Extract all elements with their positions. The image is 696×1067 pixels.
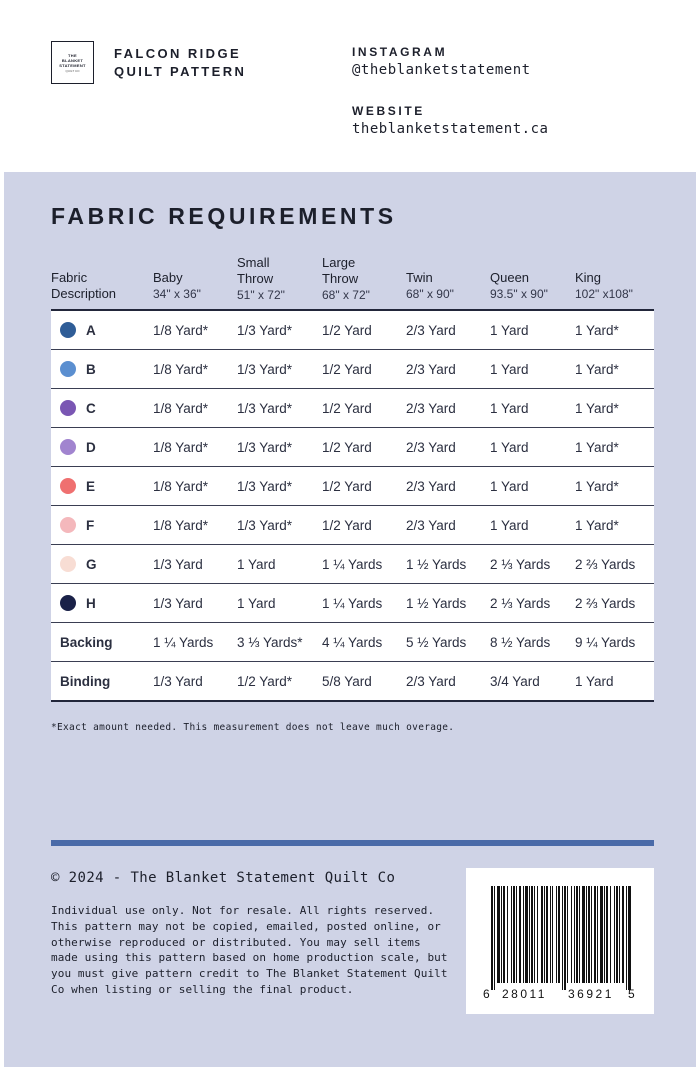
- yardage-cell: 1/3 Yard*: [237, 350, 322, 389]
- yardage-cell: 1/2 Yard: [322, 506, 406, 545]
- table-row: [51, 389, 654, 428]
- barcode-bar: [574, 886, 575, 983]
- barcode-bar: [594, 886, 596, 983]
- fabric-label: G: [86, 556, 97, 572]
- yardage-cell: 1 Yard: [490, 310, 575, 350]
- fabric-label: Backing: [60, 634, 113, 650]
- copyright: © 2024 - The Blanket Statement Quilt Co: [51, 870, 396, 886]
- yardage-cell: 1/8 Yard*: [153, 506, 237, 545]
- yardage-cell: 1 ½ Yards: [406, 584, 490, 623]
- barcode-bar: [619, 886, 620, 983]
- barcode-bar: [558, 886, 560, 983]
- table-row: [51, 662, 654, 702]
- yardage-cell: 1/3 Yard*: [237, 467, 322, 506]
- barcode-bar: [552, 886, 553, 983]
- barcode-bar: [541, 886, 543, 983]
- logo-text-line3: STATEMENT: [59, 62, 86, 68]
- yardage-cell: 2 ⅓ Yards: [490, 584, 575, 623]
- yardage-cell: 3/4 Yard: [490, 673, 540, 689]
- barcode-bar: [606, 886, 608, 983]
- barcode-bar: [567, 886, 568, 983]
- table-row: [51, 623, 654, 662]
- yardage-cell: 1/2 Yard: [322, 350, 406, 389]
- brand-logo: [51, 41, 94, 84]
- barcode-bar: [513, 886, 515, 983]
- yardage-cell: 1/3 Yard*: [237, 428, 322, 467]
- yardage-cell: 4 ¼ Yards: [322, 623, 406, 662]
- barcode-bar: [516, 886, 517, 983]
- website-contact: [352, 103, 548, 139]
- column-header-name: Queen: [490, 270, 530, 285]
- barcode-bar: [511, 886, 512, 983]
- yardage-cell: 2/3 Yard: [406, 467, 490, 506]
- column-header-large-throw: [322, 255, 370, 303]
- barcode-bar: [501, 886, 502, 983]
- barcode-bar: [556, 886, 557, 983]
- table-row: [51, 310, 654, 350]
- table-row: [51, 545, 654, 584]
- barcode-bar: [586, 886, 587, 983]
- table-row: [51, 350, 654, 389]
- column-header-name: Twin: [406, 270, 433, 285]
- barcode-bar: [497, 886, 500, 983]
- pattern-name-line2: QUILT PATTERN: [114, 64, 247, 79]
- column-header-size: 68" x 72": [322, 288, 370, 302]
- yardage-cell: 1 Yard*: [575, 310, 654, 350]
- fabric-color-swatch: [60, 400, 76, 416]
- yardage-cell: 1 ¼ Yards: [153, 623, 237, 662]
- barcode-bar: [494, 886, 495, 990]
- fabric-color-swatch: [60, 556, 76, 572]
- barcode-bar: [546, 886, 548, 983]
- barcode-bar: [519, 886, 521, 983]
- yardage-cell: 1/8 Yard*: [153, 350, 237, 389]
- yardage-cell: 1/8 Yard*: [153, 310, 237, 350]
- yardage-cell: 1/2 Yard: [322, 428, 406, 467]
- fabric-color-swatch: [60, 439, 76, 455]
- fabric-label: D: [86, 439, 96, 455]
- pattern-name-line1: FALCON RIDGE: [114, 46, 242, 61]
- column-header-fabric: [51, 270, 116, 302]
- fabric-label-cell: [51, 584, 153, 623]
- yardage-cell: 1 Yard: [490, 350, 575, 389]
- barcode-bar: [610, 886, 611, 983]
- yardage-cell: 1/2 Yard: [322, 389, 406, 428]
- pattern-name: [114, 45, 246, 81]
- barcode-digits-left: 28011: [502, 987, 547, 1001]
- yardage-cell: 2/3 Yard: [406, 673, 456, 689]
- fabric-label-cell: [51, 545, 153, 584]
- yardage-cell: 2/3 Yard: [406, 389, 490, 428]
- yardage-cell: 5 ½ Yards: [406, 623, 490, 662]
- barcode-bar: [622, 886, 624, 983]
- yardage-cell: 1 Yard: [575, 673, 614, 689]
- yardage-cell: 1/2 Yard*: [237, 673, 293, 689]
- yardage-cell: 1/2 Yard: [322, 310, 406, 350]
- fabric-label: F: [86, 517, 95, 533]
- fabric-label-cell: [51, 350, 153, 389]
- yardage-cell: 1 ¼ Yards: [322, 545, 406, 584]
- fabric-label: A: [86, 322, 96, 338]
- fabric-label: E: [86, 478, 96, 494]
- column-header-name: Fabric: [51, 270, 88, 285]
- fabric-requirements-table: [51, 309, 654, 702]
- yardage-cell: 1/8 Yard*: [153, 467, 237, 506]
- yardage-cell: 2/3 Yard: [406, 428, 490, 467]
- barcode-bar: [550, 886, 551, 983]
- barcode-digits-right: 36921: [568, 987, 614, 1001]
- barcode-bar: [600, 886, 603, 983]
- barcode-bar: [503, 886, 505, 983]
- yardage-cell: 2 ⅔ Yards: [575, 545, 654, 584]
- yardage-cell: 1/3 Yard: [153, 545, 237, 584]
- fabric-label-cell: [51, 310, 153, 350]
- footnote: *Exact amount needed. This measurement does not leave much overage.: [51, 722, 455, 733]
- column-header-queen: [490, 270, 548, 302]
- fabric-label: Binding: [60, 673, 111, 689]
- column-header-name: Throw: [322, 271, 359, 286]
- yardage-cell: 2 ⅓ Yards: [490, 545, 575, 584]
- yardage-cell: 1/3 Yard*: [237, 310, 322, 350]
- fabric-color-swatch: [60, 517, 76, 533]
- yardage-cell: 2 ⅔ Yards: [575, 584, 654, 623]
- instagram-label: INSTAGRAM: [352, 45, 448, 59]
- barcode-bar: [562, 886, 563, 990]
- fabric-color-swatch: [60, 361, 76, 377]
- logo-text-sub: QUILT CO: [65, 68, 80, 73]
- barcode-bar: [544, 886, 545, 983]
- column-header-name: Baby: [153, 270, 183, 285]
- yardage-cell: 1 Yard*: [575, 389, 654, 428]
- column-header-size: 68" x 90": [406, 287, 454, 301]
- yardage-cell: 2/3 Yard: [406, 310, 490, 350]
- yardage-cell: 1 Yard: [237, 584, 322, 623]
- fabric-label: B: [86, 361, 96, 377]
- yardage-cell: 1 Yard*: [575, 506, 654, 545]
- divider-rule: [51, 840, 654, 846]
- column-header-top: Small: [237, 255, 270, 270]
- yardage-cell: 1 Yard*: [575, 350, 654, 389]
- column-header-size: 102" x108": [575, 287, 633, 301]
- yardage-cell: 5/8 Yard: [322, 673, 372, 689]
- column-header-twin: [406, 270, 454, 302]
- barcode-bar: [579, 886, 580, 983]
- yardage-cell: 9 ¼ Yards: [575, 623, 654, 662]
- yardage-cell: 1/8 Yard*: [153, 389, 237, 428]
- page-title: FABRIC REQUIREMENTS: [51, 203, 397, 229]
- yardage-cell: 1 ¼ Yards: [322, 584, 406, 623]
- fabric-label-cell: [51, 428, 153, 467]
- yardage-cell: 2/3 Yard: [406, 506, 490, 545]
- yardage-cell: 1 Yard: [237, 545, 322, 584]
- barcode-bar: [614, 886, 615, 983]
- yardage-cell: 3 ⅓ Yards*: [237, 623, 322, 662]
- instagram-handle[interactable]: @theblanketstatement: [352, 62, 531, 78]
- column-header-size: 51" x 72": [237, 288, 285, 302]
- barcode-bar: [588, 886, 590, 983]
- column-header-sub: Description: [51, 286, 117, 301]
- table-row: [51, 467, 654, 506]
- yardage-cell: 1 Yard: [490, 389, 575, 428]
- fabric-color-swatch: [60, 322, 76, 338]
- barcode-bar: [582, 886, 585, 983]
- logo-text-line2: BLANKET: [61, 57, 84, 63]
- barcode-bar: [591, 886, 592, 983]
- table-row: [51, 506, 654, 545]
- header: [0, 0, 696, 172]
- barcode-bar: [537, 886, 538, 983]
- barcode-bar: [507, 886, 508, 983]
- fabric-label-cell: [51, 506, 153, 545]
- yardage-cell: 8 ½ Yards: [490, 623, 575, 662]
- yardage-cell: 2/3 Yard: [406, 350, 490, 389]
- barcode-digit-first: 6: [483, 987, 490, 1001]
- column-header-name: Throw: [237, 271, 274, 286]
- barcode-bar: [604, 886, 605, 983]
- yardage-cell: 1/8 Yard*: [153, 428, 237, 467]
- table-row: [51, 584, 654, 623]
- barcode-bar: [534, 886, 535, 983]
- barcode-bar: [626, 886, 627, 990]
- barcode-bar: [525, 886, 528, 983]
- yardage-cell: 1 Yard: [490, 428, 575, 467]
- yardage-cell: 1 Yard: [490, 467, 575, 506]
- website-link[interactable]: theblanketstatement.ca: [352, 121, 549, 137]
- yardage-cell: 1/3 Yard*: [237, 506, 322, 545]
- fabric-label-cell: [51, 467, 153, 506]
- yardage-cell: 1/3 Yard: [153, 584, 237, 623]
- yardage-cell: 1 Yard*: [575, 467, 654, 506]
- fabric-label-cell: [51, 389, 153, 428]
- yardage-cell: 1 ½ Yards: [406, 545, 490, 584]
- column-header-baby: [153, 270, 201, 302]
- barcode-bar: [564, 886, 566, 990]
- column-header-size: 34" x 36": [153, 287, 201, 301]
- column-header-top: Large: [322, 255, 356, 270]
- fabric-label-cell: [51, 623, 153, 662]
- barcode-bar: [491, 886, 493, 990]
- barcode-bar: [616, 886, 618, 983]
- barcode-bar: [571, 886, 572, 983]
- barcode-digit-last: 5: [628, 987, 635, 1001]
- fabric-label: H: [86, 595, 96, 611]
- barcode-bar: [576, 886, 578, 983]
- yardage-cell: 1/3 Yard*: [237, 389, 322, 428]
- column-header-size: 93.5" x 90": [490, 287, 548, 301]
- table-row: [51, 428, 654, 467]
- barcode-bar: [529, 886, 530, 983]
- yardage-cell: 1 Yard: [490, 506, 575, 545]
- yardage-cell: 1/2 Yard: [322, 467, 406, 506]
- column-header-small-throw: [237, 255, 285, 303]
- barcode-bar: [628, 886, 631, 990]
- barcode-bar: [597, 886, 598, 983]
- barcode-bar: [531, 886, 533, 983]
- barcode: [466, 868, 654, 1014]
- instagram-contact: [352, 44, 531, 80]
- legal-notice: Individual use only. Not for resale. All rights reserved. This pattern may not be copied, emailed, posted online, or otherwise reproduced or distributed. You may sell items made using this pattern based on home production scale, but you must give pattern credit to The Blanket Statement Quilt Co when listing or selling the final product.: [51, 904, 448, 996]
- yardage-cell: 1 Yard*: [575, 428, 654, 467]
- fabric-label-cell: [51, 662, 153, 702]
- fabric-color-swatch: [60, 595, 76, 611]
- yardage-cell: 1/3 Yard: [153, 673, 203, 689]
- fabric-color-swatch: [60, 478, 76, 494]
- barcode-bar: [523, 886, 524, 983]
- fabric-label: C: [86, 400, 96, 416]
- logo-text-line1: THE: [68, 52, 77, 58]
- barcode-bars: [466, 868, 654, 1014]
- website-label: WEBSITE: [352, 104, 425, 118]
- column-header-name: King: [575, 270, 602, 285]
- column-header-king: [575, 270, 633, 302]
